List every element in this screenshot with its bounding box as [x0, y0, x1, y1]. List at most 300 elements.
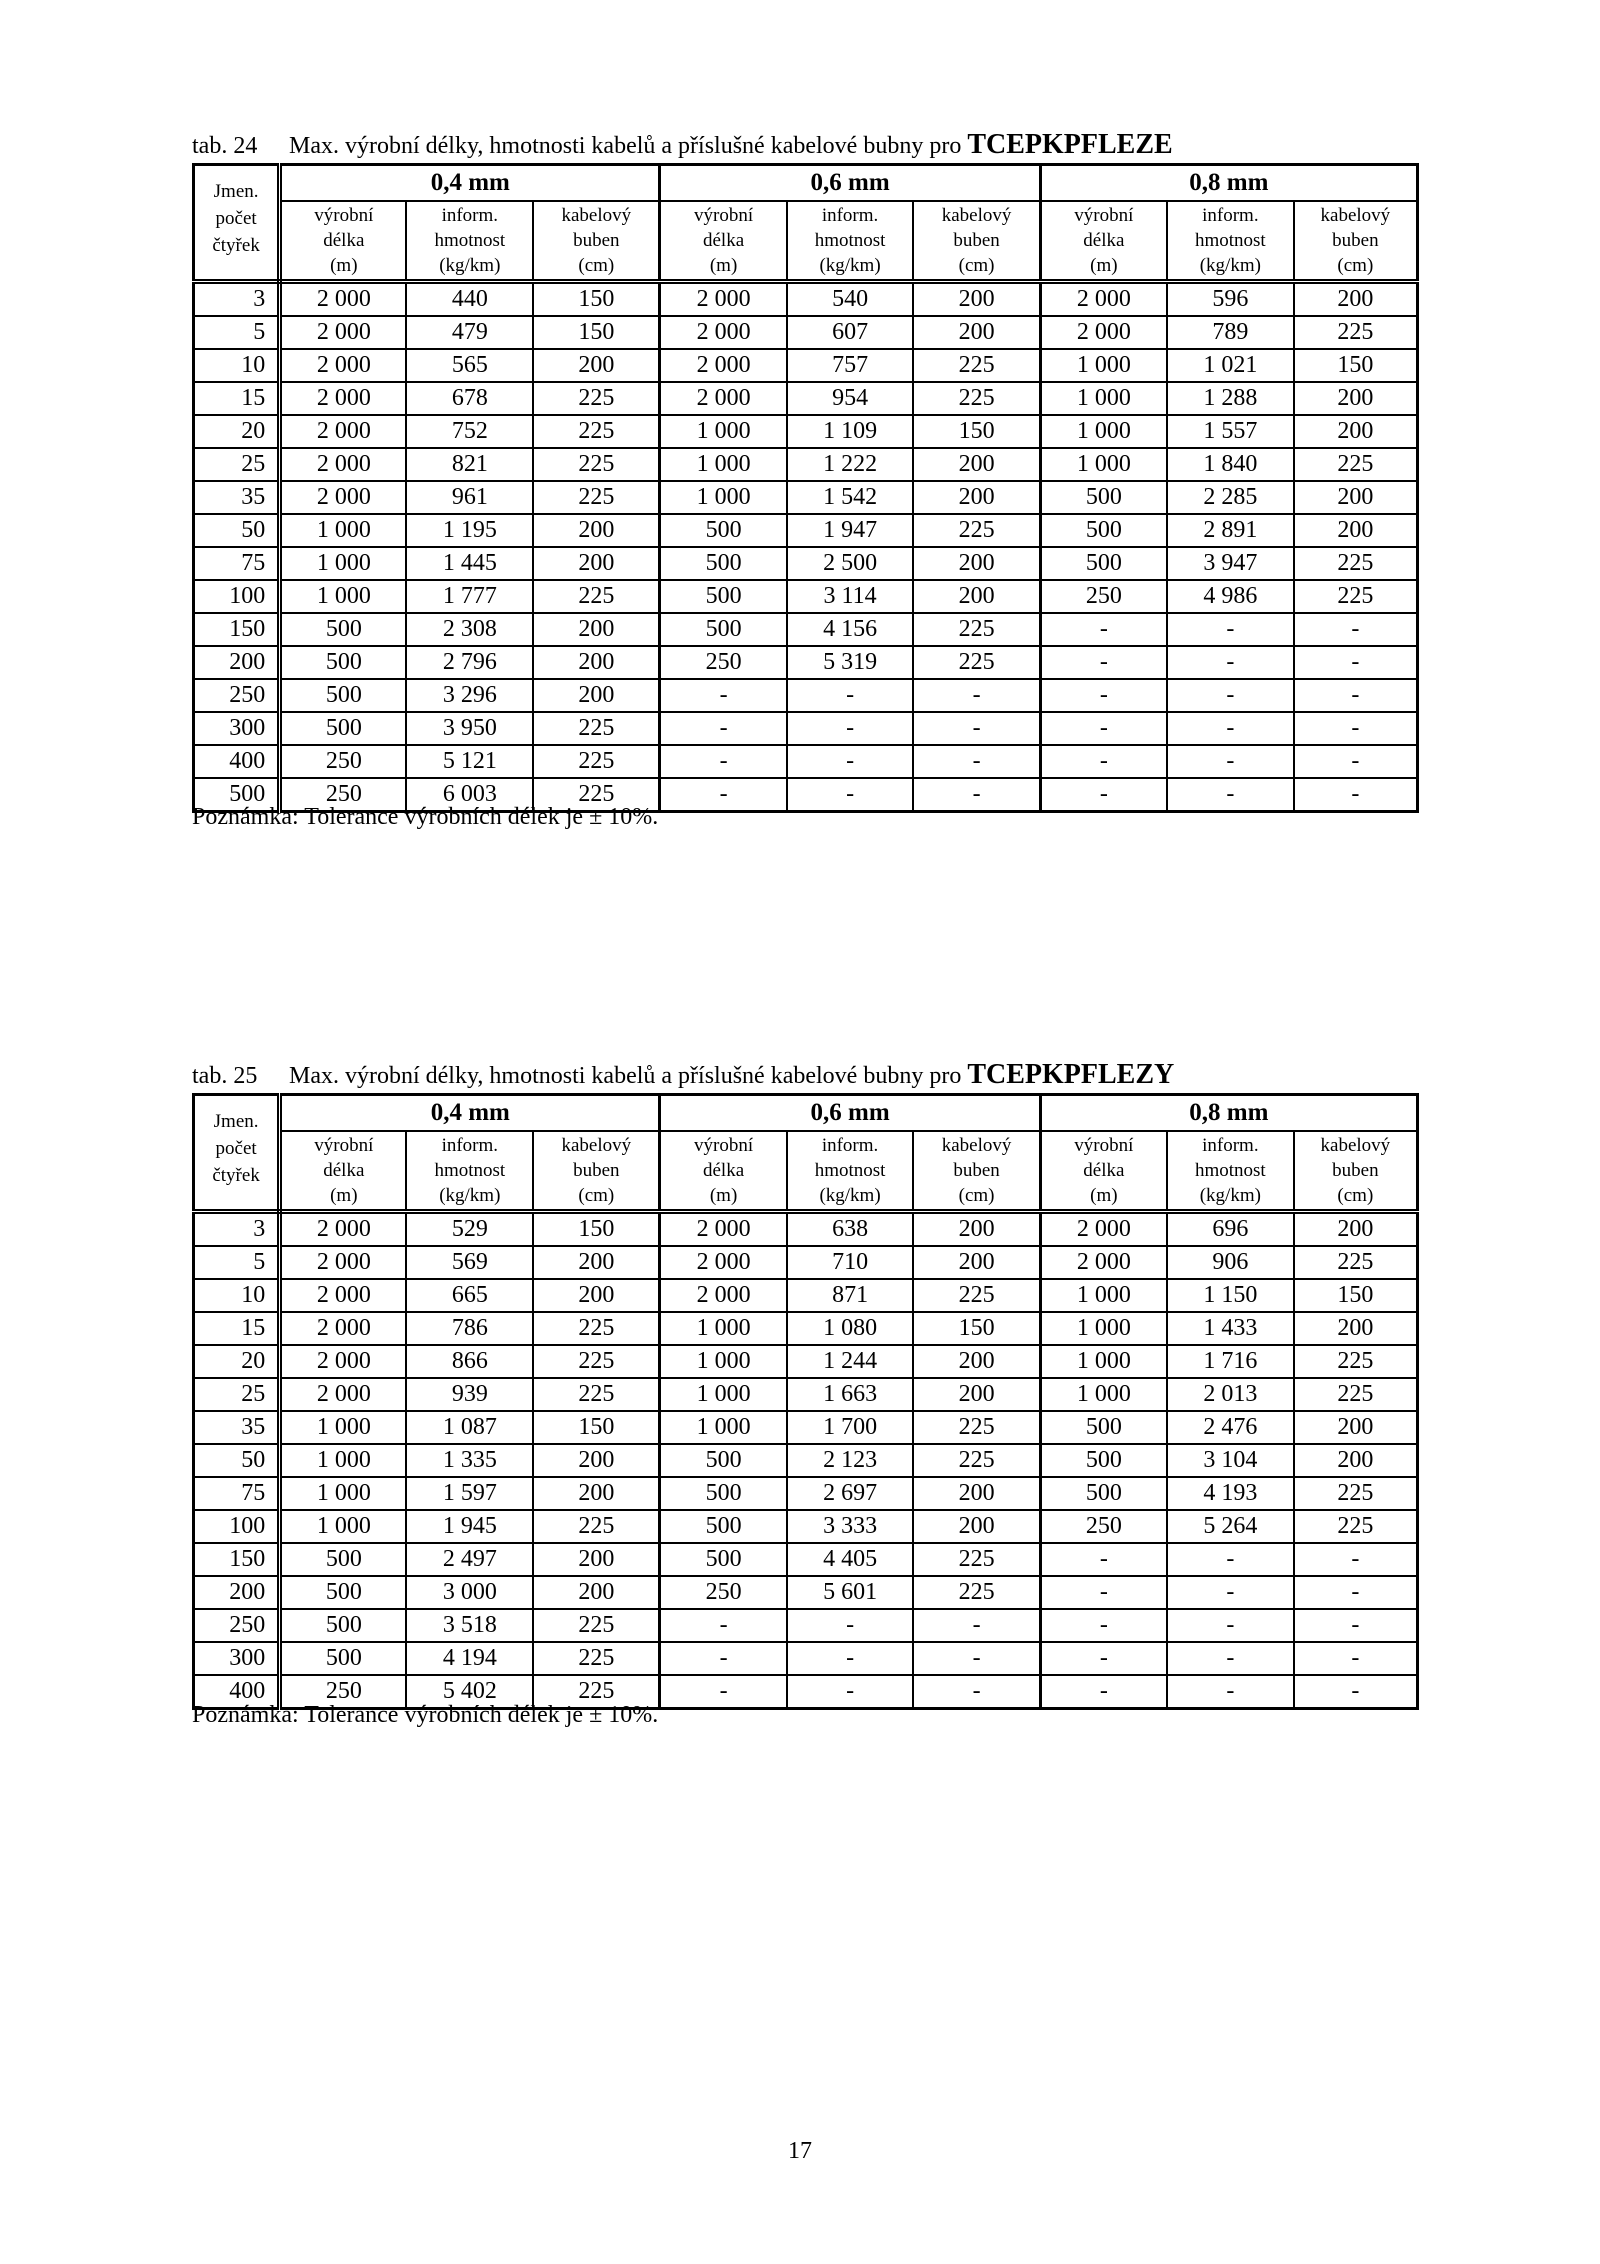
group-header-08: 0,8 mm	[1040, 1095, 1417, 1132]
value-cell: 1 000	[280, 1411, 407, 1444]
table-row	[194, 382, 1418, 415]
group-header-06: 0,6 mm	[660, 1095, 1040, 1132]
subheader-cell: inform. hmotnost (kg/km)	[787, 1131, 914, 1212]
value-cell: 440	[406, 282, 533, 317]
count-cell: 35	[194, 481, 280, 514]
value-cell: 200	[913, 481, 1040, 514]
value-cell: 2 796	[406, 646, 533, 679]
value-cell: -	[1040, 1675, 1167, 1709]
count-cell: 400	[194, 745, 280, 778]
value-cell: 225	[913, 1444, 1040, 1477]
value-cell: 200	[913, 316, 1040, 349]
value-cell: 596	[1167, 282, 1294, 317]
value-cell: 2 000	[660, 316, 787, 349]
value-cell: 565	[406, 349, 533, 382]
value-cell: -	[1294, 646, 1418, 679]
value-cell: 2 476	[1167, 1411, 1294, 1444]
value-cell: 2 500	[787, 547, 914, 580]
value-cell: 479	[406, 316, 533, 349]
value-cell: 1 000	[280, 514, 407, 547]
value-cell: -	[1294, 1543, 1418, 1576]
value-cell: 786	[406, 1312, 533, 1345]
value-cell: -	[1040, 1642, 1167, 1675]
value-cell: 200	[913, 547, 1040, 580]
value-cell: 710	[787, 1246, 914, 1279]
value-cell: -	[1167, 1675, 1294, 1709]
value-cell: 200	[913, 1212, 1040, 1247]
value-cell: -	[787, 1642, 914, 1675]
value-cell: 250	[280, 1675, 407, 1709]
value-cell: -	[1167, 712, 1294, 745]
value-cell: 1 433	[1167, 1312, 1294, 1345]
table-row	[194, 481, 1418, 514]
value-cell: 1 000	[660, 481, 787, 514]
count-cell: 3	[194, 1212, 280, 1247]
value-cell: 225	[1294, 1345, 1418, 1378]
value-cell: 225	[1294, 547, 1418, 580]
value-cell: -	[1167, 778, 1294, 812]
value-cell: 2 000	[280, 1212, 407, 1247]
value-cell: 200	[1294, 1444, 1418, 1477]
value-cell: 225	[1294, 580, 1418, 613]
value-cell: 821	[406, 448, 533, 481]
value-cell: 200	[533, 547, 660, 580]
table-row	[194, 1246, 1418, 1279]
value-cell: 2 000	[660, 282, 787, 317]
value-cell: -	[1294, 1609, 1418, 1642]
value-cell: -	[1167, 1543, 1294, 1576]
value-cell: -	[787, 712, 914, 745]
subheader-cell: výrobní délka (m)	[1040, 1131, 1167, 1212]
product-name: TCEPKPFLEZY	[967, 1059, 1175, 1090]
value-cell: 906	[1167, 1246, 1294, 1279]
value-cell: 529	[406, 1212, 533, 1247]
subheader-cell: inform. hmotnost (kg/km)	[406, 1131, 533, 1212]
value-cell: 2 000	[660, 1212, 787, 1247]
value-cell: 500	[280, 679, 407, 712]
count-cell: 300	[194, 1642, 280, 1675]
value-cell: -	[787, 745, 914, 778]
value-cell: -	[1040, 646, 1167, 679]
count-cell: 20	[194, 415, 280, 448]
value-cell: 1 195	[406, 514, 533, 547]
subheader-row	[194, 1131, 1418, 1212]
value-cell: 200	[913, 1246, 1040, 1279]
value-cell: 200	[1294, 282, 1418, 317]
value-cell: 3 950	[406, 712, 533, 745]
table-row	[194, 1411, 1418, 1444]
value-cell: 665	[406, 1279, 533, 1312]
value-cell: -	[1040, 613, 1167, 646]
table-row	[194, 1212, 1418, 1247]
value-cell: 1 000	[660, 1411, 787, 1444]
value-cell: 500	[660, 1444, 787, 1477]
subheader-cell: kabelový buben (cm)	[533, 201, 660, 282]
value-cell: 2 123	[787, 1444, 914, 1477]
value-cell: 3 000	[406, 1576, 533, 1609]
value-cell: -	[1167, 745, 1294, 778]
table-row	[194, 514, 1418, 547]
table-note-24: Poznámka: Tolerance výrobních délek je ± 10%.	[192, 804, 659, 830]
value-cell: 2 013	[1167, 1378, 1294, 1411]
value-cell: 789	[1167, 316, 1294, 349]
value-cell: 500	[280, 1543, 407, 1576]
value-cell: -	[1167, 613, 1294, 646]
group-header-08: 0,8 mm	[1040, 165, 1417, 202]
value-cell: 225	[1294, 1477, 1418, 1510]
subheader-cell: inform. hmotnost (kg/km)	[1167, 201, 1294, 282]
subheader-cell: výrobní délka (m)	[660, 201, 787, 282]
value-cell: 2 000	[1040, 1246, 1167, 1279]
value-cell: -	[1040, 778, 1167, 812]
value-cell: -	[913, 1675, 1040, 1709]
value-cell: -	[660, 1675, 787, 1709]
value-cell: 1 557	[1167, 415, 1294, 448]
table-row	[194, 1378, 1418, 1411]
value-cell: 569	[406, 1246, 533, 1279]
subheader-cell: kabelový buben (cm)	[913, 1131, 1040, 1212]
table-number: tab. 24	[192, 133, 258, 159]
value-cell: 225	[533, 415, 660, 448]
value-cell: 225	[913, 1411, 1040, 1444]
value-cell: 2 000	[280, 415, 407, 448]
value-cell: 2 000	[660, 1246, 787, 1279]
value-cell: 1 244	[787, 1345, 914, 1378]
value-cell: 200	[913, 1477, 1040, 1510]
value-cell: 225	[1294, 448, 1418, 481]
count-cell: 10	[194, 349, 280, 382]
subheader-cell: kabelový buben (cm)	[1294, 1131, 1418, 1212]
value-cell: 200	[1294, 415, 1418, 448]
count-cell: 25	[194, 1378, 280, 1411]
value-cell: 1 000	[280, 1510, 407, 1543]
value-cell: 1 087	[406, 1411, 533, 1444]
value-cell: 638	[787, 1212, 914, 1247]
value-cell: 2 000	[660, 349, 787, 382]
value-cell: 500	[1040, 1411, 1167, 1444]
value-cell: 225	[1294, 1378, 1418, 1411]
value-cell: 250	[280, 745, 407, 778]
value-cell: 3 104	[1167, 1444, 1294, 1477]
table-row	[194, 349, 1418, 382]
table-row	[194, 712, 1418, 745]
value-cell: -	[913, 712, 1040, 745]
value-cell: 250	[280, 778, 407, 812]
product-name: TCEPKPFLEZE	[967, 129, 1173, 160]
table-row	[194, 679, 1418, 712]
count-cell: 75	[194, 1477, 280, 1510]
value-cell: 2 000	[660, 1279, 787, 1312]
value-cell: 500	[660, 514, 787, 547]
value-cell: 1 000	[1040, 1345, 1167, 1378]
value-cell: 200	[533, 514, 660, 547]
value-cell: 5 601	[787, 1576, 914, 1609]
value-cell: 225	[533, 1345, 660, 1378]
value-cell: 500	[660, 1477, 787, 1510]
value-cell: 2 000	[280, 1378, 407, 1411]
value-cell: 1 597	[406, 1477, 533, 1510]
value-cell: 1 150	[1167, 1279, 1294, 1312]
value-cell: 2 000	[280, 382, 407, 415]
group-header-04: 0,4 mm	[280, 165, 660, 202]
value-cell: 225	[533, 481, 660, 514]
count-cell: 35	[194, 1411, 280, 1444]
value-cell: 2 308	[406, 613, 533, 646]
table-title: Max. výrobní délky, hmotnosti kabelů a příslušné kabelové bubny pro	[289, 1063, 968, 1089]
value-cell: 500	[1040, 1477, 1167, 1510]
table-row	[194, 415, 1418, 448]
value-cell: 200	[533, 1444, 660, 1477]
value-cell: -	[1040, 1543, 1167, 1576]
value-cell: -	[1294, 778, 1418, 812]
value-cell: 1 716	[1167, 1345, 1294, 1378]
value-cell: 225	[913, 1279, 1040, 1312]
value-cell: 225	[533, 1378, 660, 1411]
value-cell: 1 840	[1167, 448, 1294, 481]
value-cell: 200	[533, 646, 660, 679]
value-cell: 225	[1294, 1510, 1418, 1543]
value-cell: 954	[787, 382, 914, 415]
value-cell: 1 000	[1040, 448, 1167, 481]
value-cell: 1 542	[787, 481, 914, 514]
table-row	[194, 448, 1418, 481]
value-cell: -	[787, 679, 914, 712]
value-cell: -	[1167, 646, 1294, 679]
table-row	[194, 613, 1418, 646]
count-cell: 200	[194, 1576, 280, 1609]
value-cell: 500	[660, 580, 787, 613]
subheader-cell: kabelový buben (cm)	[913, 201, 1040, 282]
table-caption-24	[192, 131, 1173, 160]
value-cell: -	[1294, 679, 1418, 712]
count-cell: 25	[194, 448, 280, 481]
value-cell: 5 319	[787, 646, 914, 679]
subheader-cell: kabelový buben (cm)	[533, 1131, 660, 1212]
count-cell: 10	[194, 1279, 280, 1312]
group-header-06: 0,6 mm	[660, 165, 1040, 202]
value-cell: 225	[533, 382, 660, 415]
table-row	[194, 1279, 1418, 1312]
count-cell: 5	[194, 316, 280, 349]
value-cell: 500	[280, 613, 407, 646]
value-cell: 1 000	[660, 415, 787, 448]
value-cell: 1 663	[787, 1378, 914, 1411]
table-row	[194, 316, 1418, 349]
value-cell: 2 000	[280, 349, 407, 382]
value-cell: 200	[913, 1378, 1040, 1411]
value-cell: 1 288	[1167, 382, 1294, 415]
value-cell: 250	[1040, 1510, 1167, 1543]
value-cell: 200	[1294, 481, 1418, 514]
value-cell: 1 000	[1040, 415, 1167, 448]
value-cell: 200	[913, 282, 1040, 317]
value-cell: 939	[406, 1378, 533, 1411]
value-cell: 225	[913, 514, 1040, 547]
value-cell: 1 445	[406, 547, 533, 580]
value-cell: 500	[280, 646, 407, 679]
value-cell: 500	[1040, 547, 1167, 580]
count-cell: 500	[194, 778, 280, 812]
value-cell: 225	[533, 712, 660, 745]
count-header: Jmen. počet čtyřek	[194, 1095, 280, 1212]
value-cell: 200	[533, 679, 660, 712]
value-cell: 1 000	[1040, 349, 1167, 382]
count-cell: 250	[194, 1609, 280, 1642]
value-cell: 150	[533, 1411, 660, 1444]
value-cell: 200	[533, 1279, 660, 1312]
table-row	[194, 1642, 1418, 1675]
page-number: 17	[788, 2138, 812, 2164]
value-cell: 1 000	[660, 448, 787, 481]
value-cell: 1 000	[280, 1444, 407, 1477]
value-cell: 6 003	[406, 778, 533, 812]
value-cell: 250	[1040, 580, 1167, 613]
value-cell: 200	[1294, 1411, 1418, 1444]
count-cell: 300	[194, 712, 280, 745]
value-cell: -	[660, 1642, 787, 1675]
value-cell: 150	[533, 316, 660, 349]
table-row	[194, 646, 1418, 679]
count-cell: 250	[194, 679, 280, 712]
table-row	[194, 282, 1418, 317]
value-cell: 2 000	[280, 481, 407, 514]
value-cell: 500	[1040, 481, 1167, 514]
table-row	[194, 1576, 1418, 1609]
value-cell: 1 000	[1040, 1312, 1167, 1345]
value-cell: 1 000	[1040, 1378, 1167, 1411]
cable-table-25	[192, 1093, 1419, 1710]
value-cell: 4 156	[787, 613, 914, 646]
value-cell: 200	[533, 1543, 660, 1576]
value-cell: 1 000	[280, 580, 407, 613]
group-header-04: 0,4 mm	[280, 1095, 660, 1132]
count-cell: 150	[194, 613, 280, 646]
value-cell: 500	[280, 1642, 407, 1675]
value-cell: 1 335	[406, 1444, 533, 1477]
value-cell: 500	[1040, 514, 1167, 547]
value-cell: 2 000	[280, 316, 407, 349]
value-cell: 4 986	[1167, 580, 1294, 613]
count-cell: 150	[194, 1543, 280, 1576]
value-cell: 225	[533, 778, 660, 812]
value-cell: -	[660, 1609, 787, 1642]
value-cell: 1 000	[660, 1345, 787, 1378]
value-cell: 200	[1294, 1312, 1418, 1345]
value-cell: 150	[913, 415, 1040, 448]
count-cell: 15	[194, 382, 280, 415]
value-cell: 1 000	[1040, 1279, 1167, 1312]
value-cell: 2 000	[1040, 282, 1167, 317]
value-cell: 150	[533, 1212, 660, 1247]
value-cell: 200	[1294, 514, 1418, 547]
subheader-cell: inform. hmotnost (kg/km)	[1167, 1131, 1294, 1212]
value-cell: 200	[1294, 1212, 1418, 1247]
value-cell: 200	[533, 1477, 660, 1510]
value-cell: 225	[533, 580, 660, 613]
table-title: Max. výrobní délky, hmotnosti kabelů a příslušné kabelové bubny pro	[289, 133, 968, 159]
value-cell: 961	[406, 481, 533, 514]
value-cell: -	[1167, 1609, 1294, 1642]
value-cell: 225	[533, 448, 660, 481]
value-cell: 225	[1294, 316, 1418, 349]
value-cell: 500	[660, 547, 787, 580]
value-cell: 3 518	[406, 1609, 533, 1642]
value-cell: 3 947	[1167, 547, 1294, 580]
value-cell: -	[1294, 1642, 1418, 1675]
value-cell: 200	[913, 580, 1040, 613]
value-cell: 5 264	[1167, 1510, 1294, 1543]
subheader-cell: výrobní délka (m)	[280, 201, 407, 282]
value-cell: -	[1294, 745, 1418, 778]
value-cell: -	[787, 778, 914, 812]
value-cell: 1 000	[1040, 382, 1167, 415]
value-cell: 2 000	[280, 1279, 407, 1312]
value-cell: 3 114	[787, 580, 914, 613]
value-cell: -	[1040, 745, 1167, 778]
value-cell: 225	[533, 1312, 660, 1345]
value-cell: 1 080	[787, 1312, 914, 1345]
subheader-cell: výrobní délka (m)	[1040, 201, 1167, 282]
value-cell: 2 000	[280, 282, 407, 317]
value-cell: 1 947	[787, 514, 914, 547]
value-cell: 2 891	[1167, 514, 1294, 547]
value-cell: 150	[1294, 1279, 1418, 1312]
value-cell: 1 000	[280, 547, 407, 580]
count-cell: 20	[194, 1345, 280, 1378]
value-cell: 200	[533, 613, 660, 646]
table-row	[194, 1345, 1418, 1378]
table-row	[194, 745, 1418, 778]
subheader-cell: kabelový buben (cm)	[1294, 201, 1418, 282]
value-cell: -	[1294, 613, 1418, 646]
value-cell: 540	[787, 282, 914, 317]
value-cell: 225	[913, 382, 1040, 415]
value-cell: 871	[787, 1279, 914, 1312]
value-cell: 1 700	[787, 1411, 914, 1444]
table-row	[194, 580, 1418, 613]
value-cell: 5 402	[406, 1675, 533, 1709]
cable-table-24	[192, 163, 1419, 813]
value-cell: -	[660, 778, 787, 812]
value-cell: -	[660, 745, 787, 778]
value-cell: 150	[1294, 349, 1418, 382]
table-row	[194, 1312, 1418, 1345]
table-row	[194, 1477, 1418, 1510]
value-cell: -	[660, 679, 787, 712]
value-cell: 2 000	[1040, 316, 1167, 349]
value-cell: -	[1167, 1576, 1294, 1609]
value-cell: 678	[406, 382, 533, 415]
value-cell: 4 194	[406, 1642, 533, 1675]
value-cell: -	[1040, 712, 1167, 745]
value-cell: 752	[406, 415, 533, 448]
subheader-cell: inform. hmotnost (kg/km)	[406, 201, 533, 282]
value-cell: -	[787, 1609, 914, 1642]
table-number: tab. 25	[192, 1063, 258, 1089]
table-body	[194, 282, 1418, 812]
value-cell: 757	[787, 349, 914, 382]
value-cell: -	[913, 679, 1040, 712]
table-row	[194, 1543, 1418, 1576]
value-cell: -	[913, 1642, 1040, 1675]
count-cell: 100	[194, 580, 280, 613]
count-header: Jmen. počet čtyřek	[194, 165, 280, 282]
subheader-cell: výrobní délka (m)	[660, 1131, 787, 1212]
value-cell: -	[1294, 712, 1418, 745]
value-cell: 500	[280, 1576, 407, 1609]
value-cell: 200	[533, 1576, 660, 1609]
table-caption-25	[192, 1061, 1174, 1090]
